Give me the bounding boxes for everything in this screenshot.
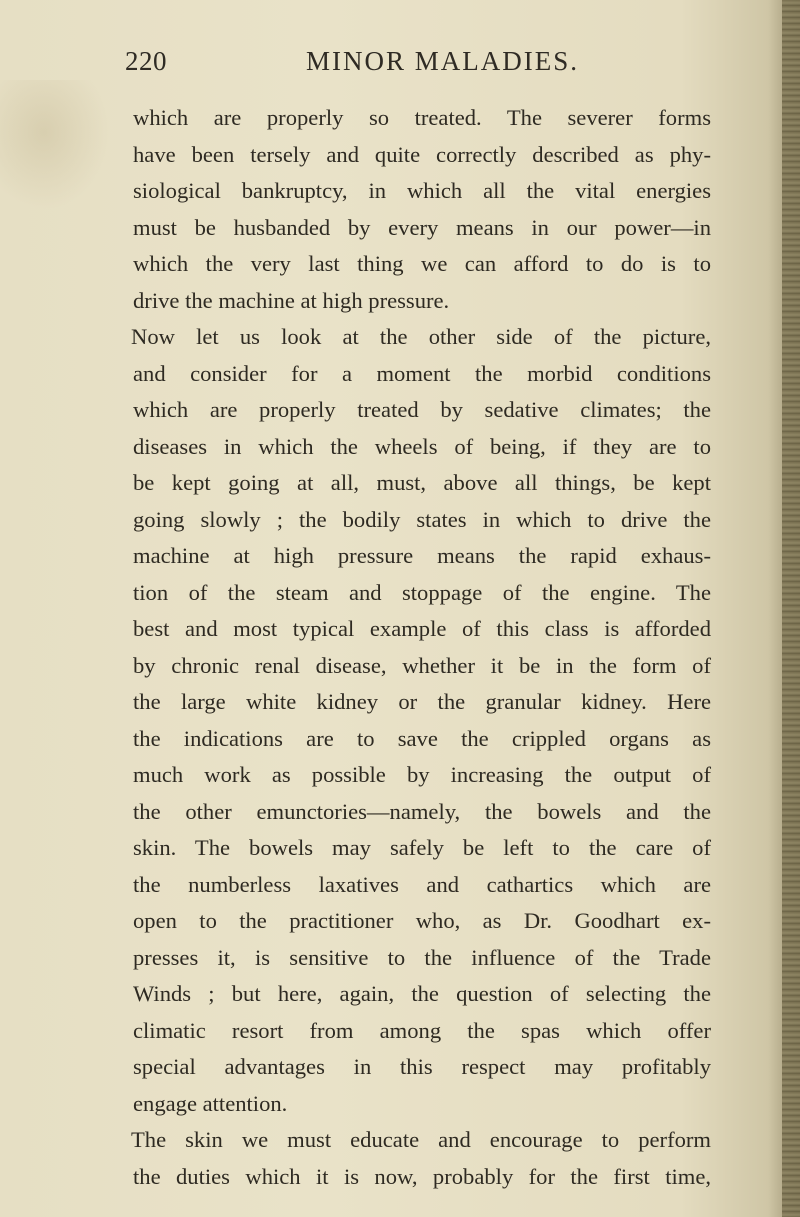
text-line: diseases in which the wheels of being, if they are to: [133, 433, 711, 459]
page-fore-edge: [782, 0, 800, 1217]
running-head: MINOR MALADIES.: [306, 46, 579, 76]
text-line: best and most typical example of this class is afforded: [133, 616, 711, 641]
text-line: Winds ; but here, again, the question of selecting the: [133, 981, 711, 1006]
text-line: must be husbanded by every means in our power—in: [133, 214, 711, 240]
text-line: siological bankruptcy, in which all the vital energies: [133, 178, 711, 203]
text-line: machine at high pressure means the rapid exhaus-: [133, 543, 711, 568]
text-line: which the very last thing we can afford to do is to: [133, 251, 711, 276]
text-line: which are properly so treated. The severer forms: [133, 105, 711, 130]
text-line: much work as possible by increasing the output of: [133, 762, 711, 787]
text-line: presses it, is sensitive to the influence of the Trade: [133, 944, 711, 970]
text-line: the indications are to save the crippled organs as: [133, 725, 711, 751]
text-line: have been tersely and quite correctly described as phy-: [133, 141, 711, 167]
text-line: The skin we must educate and encourage to perform: [131, 1127, 711, 1152]
text-line: Now let us look at the other side of the picture,: [131, 324, 711, 349]
text-line: the duties which it is now, probably for the first time,: [133, 1163, 711, 1189]
body-text: [133, 100, 711, 1195]
text-line: and consider for a moment the morbid conditions: [133, 360, 711, 386]
page-header: [0, 46, 800, 86]
text-line: special advantages in this respect may profitably: [133, 1054, 711, 1079]
text-line: which are properly treated by sedative climates; the: [133, 397, 711, 422]
text-line: going slowly ; the bodily states in which to drive the: [133, 506, 711, 532]
text-line: the large white kidney or the granular kidney. Here: [133, 689, 711, 714]
text-line: by chronic renal disease, whether it be in the form of: [133, 652, 711, 678]
text-line: open to the practitioner who, as Dr. Goodhart ex-: [133, 908, 711, 933]
text-line: engage attention.: [133, 1090, 288, 1116]
text-line: climatic resort from among the spas which offer: [133, 1017, 711, 1043]
text-line: the numberless laxatives and cathartics which are: [133, 871, 711, 897]
page-number: 220: [125, 46, 167, 76]
text-line: drive the machine at high pressure.: [133, 287, 450, 313]
text-line: tion of the steam and stoppage of the engine. The: [133, 579, 711, 605]
text-line: skin. The bowels may safely be left to the care of: [133, 835, 711, 860]
text-line: be kept going at all, must, above all things, be kept: [133, 470, 711, 495]
text-line: the other emunctories—namely, the bowels and the: [133, 798, 711, 824]
ink-bleed-marks: [0, 80, 110, 210]
